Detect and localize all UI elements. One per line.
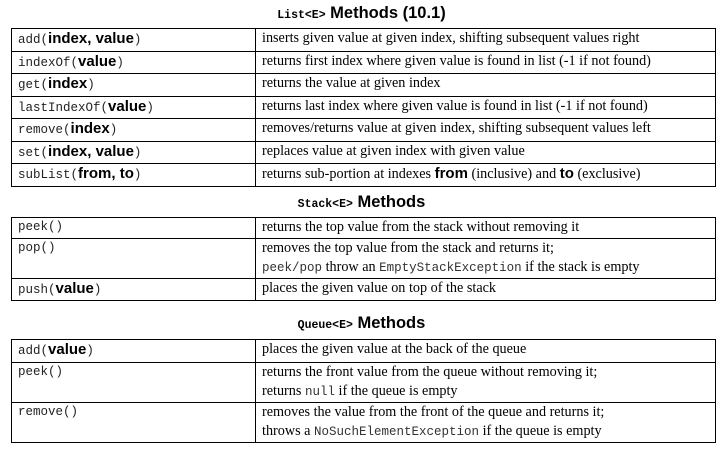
method-signature: remove(index) [12, 119, 256, 142]
table-row [12, 278, 716, 301]
method-description: returns last index where given value is found in list (-1 if not found) [256, 96, 716, 119]
method-description: removes/returns value at given index, shifting subsequent values left [256, 119, 716, 142]
method-signature: push(value) [12, 278, 256, 301]
table-row [12, 402, 716, 442]
method-description: returns first index where given value is found in list (-1 if not found) [256, 51, 716, 74]
stack-section-title: Stack<E> Methods [297, 193, 426, 211]
method-description: inserts given value at given index, shifting subsequent values right [256, 29, 716, 52]
table-row [12, 164, 716, 187]
method-signature: peek() [12, 362, 256, 402]
method-description: returns the value at given index [256, 74, 716, 97]
method-signature: indexOf(value) [12, 51, 256, 74]
method-description: removes the top value from the stack and returns it; peek/pop throw an EmptyStackException if the stack is empty [256, 238, 716, 278]
method-description: replaces value at given index with given value [256, 141, 716, 164]
table-row [12, 340, 716, 363]
table-row [12, 96, 716, 119]
method-signature: remove() [12, 402, 256, 442]
method-signature: set(index, value) [12, 141, 256, 164]
table-row [12, 141, 716, 164]
table-row [12, 29, 716, 52]
table-row [12, 362, 716, 402]
method-description: returns the top value from the stack without removing it [256, 218, 716, 239]
list-methods-table [11, 28, 716, 187]
method-signature: lastIndexOf(value) [12, 96, 256, 119]
method-signature: subList(from, to) [12, 164, 256, 187]
method-description: places the given value on top of the stack [256, 278, 716, 301]
stack-methods-table [11, 217, 716, 301]
method-signature: add(value) [12, 340, 256, 363]
queue-section-title: Queue<E> Methods [297, 314, 426, 332]
method-signature: add(index, value) [12, 29, 256, 52]
table-row [12, 238, 716, 278]
method-description: places the given value at the back of the queue [256, 340, 716, 363]
method-signature: peek() [12, 218, 256, 239]
table-row [12, 119, 716, 142]
queue-methods-table [11, 339, 716, 443]
method-description: returns the front value from the queue without removing it; returns null if the queue is empty [256, 362, 716, 402]
table-row [12, 74, 716, 97]
method-description: removes the value from the front of the queue and returns it; throws a NoSuchElementException if the queue is empty [256, 402, 716, 442]
list-section-title: List<E> Methods (10.1) [277, 4, 446, 22]
method-signature: pop() [12, 238, 256, 278]
method-signature: get(index) [12, 74, 256, 97]
method-description: returns sub-portion at indexes from (inclusive) and to (exclusive) [256, 164, 716, 187]
table-row [12, 218, 716, 239]
table-row [12, 51, 716, 74]
